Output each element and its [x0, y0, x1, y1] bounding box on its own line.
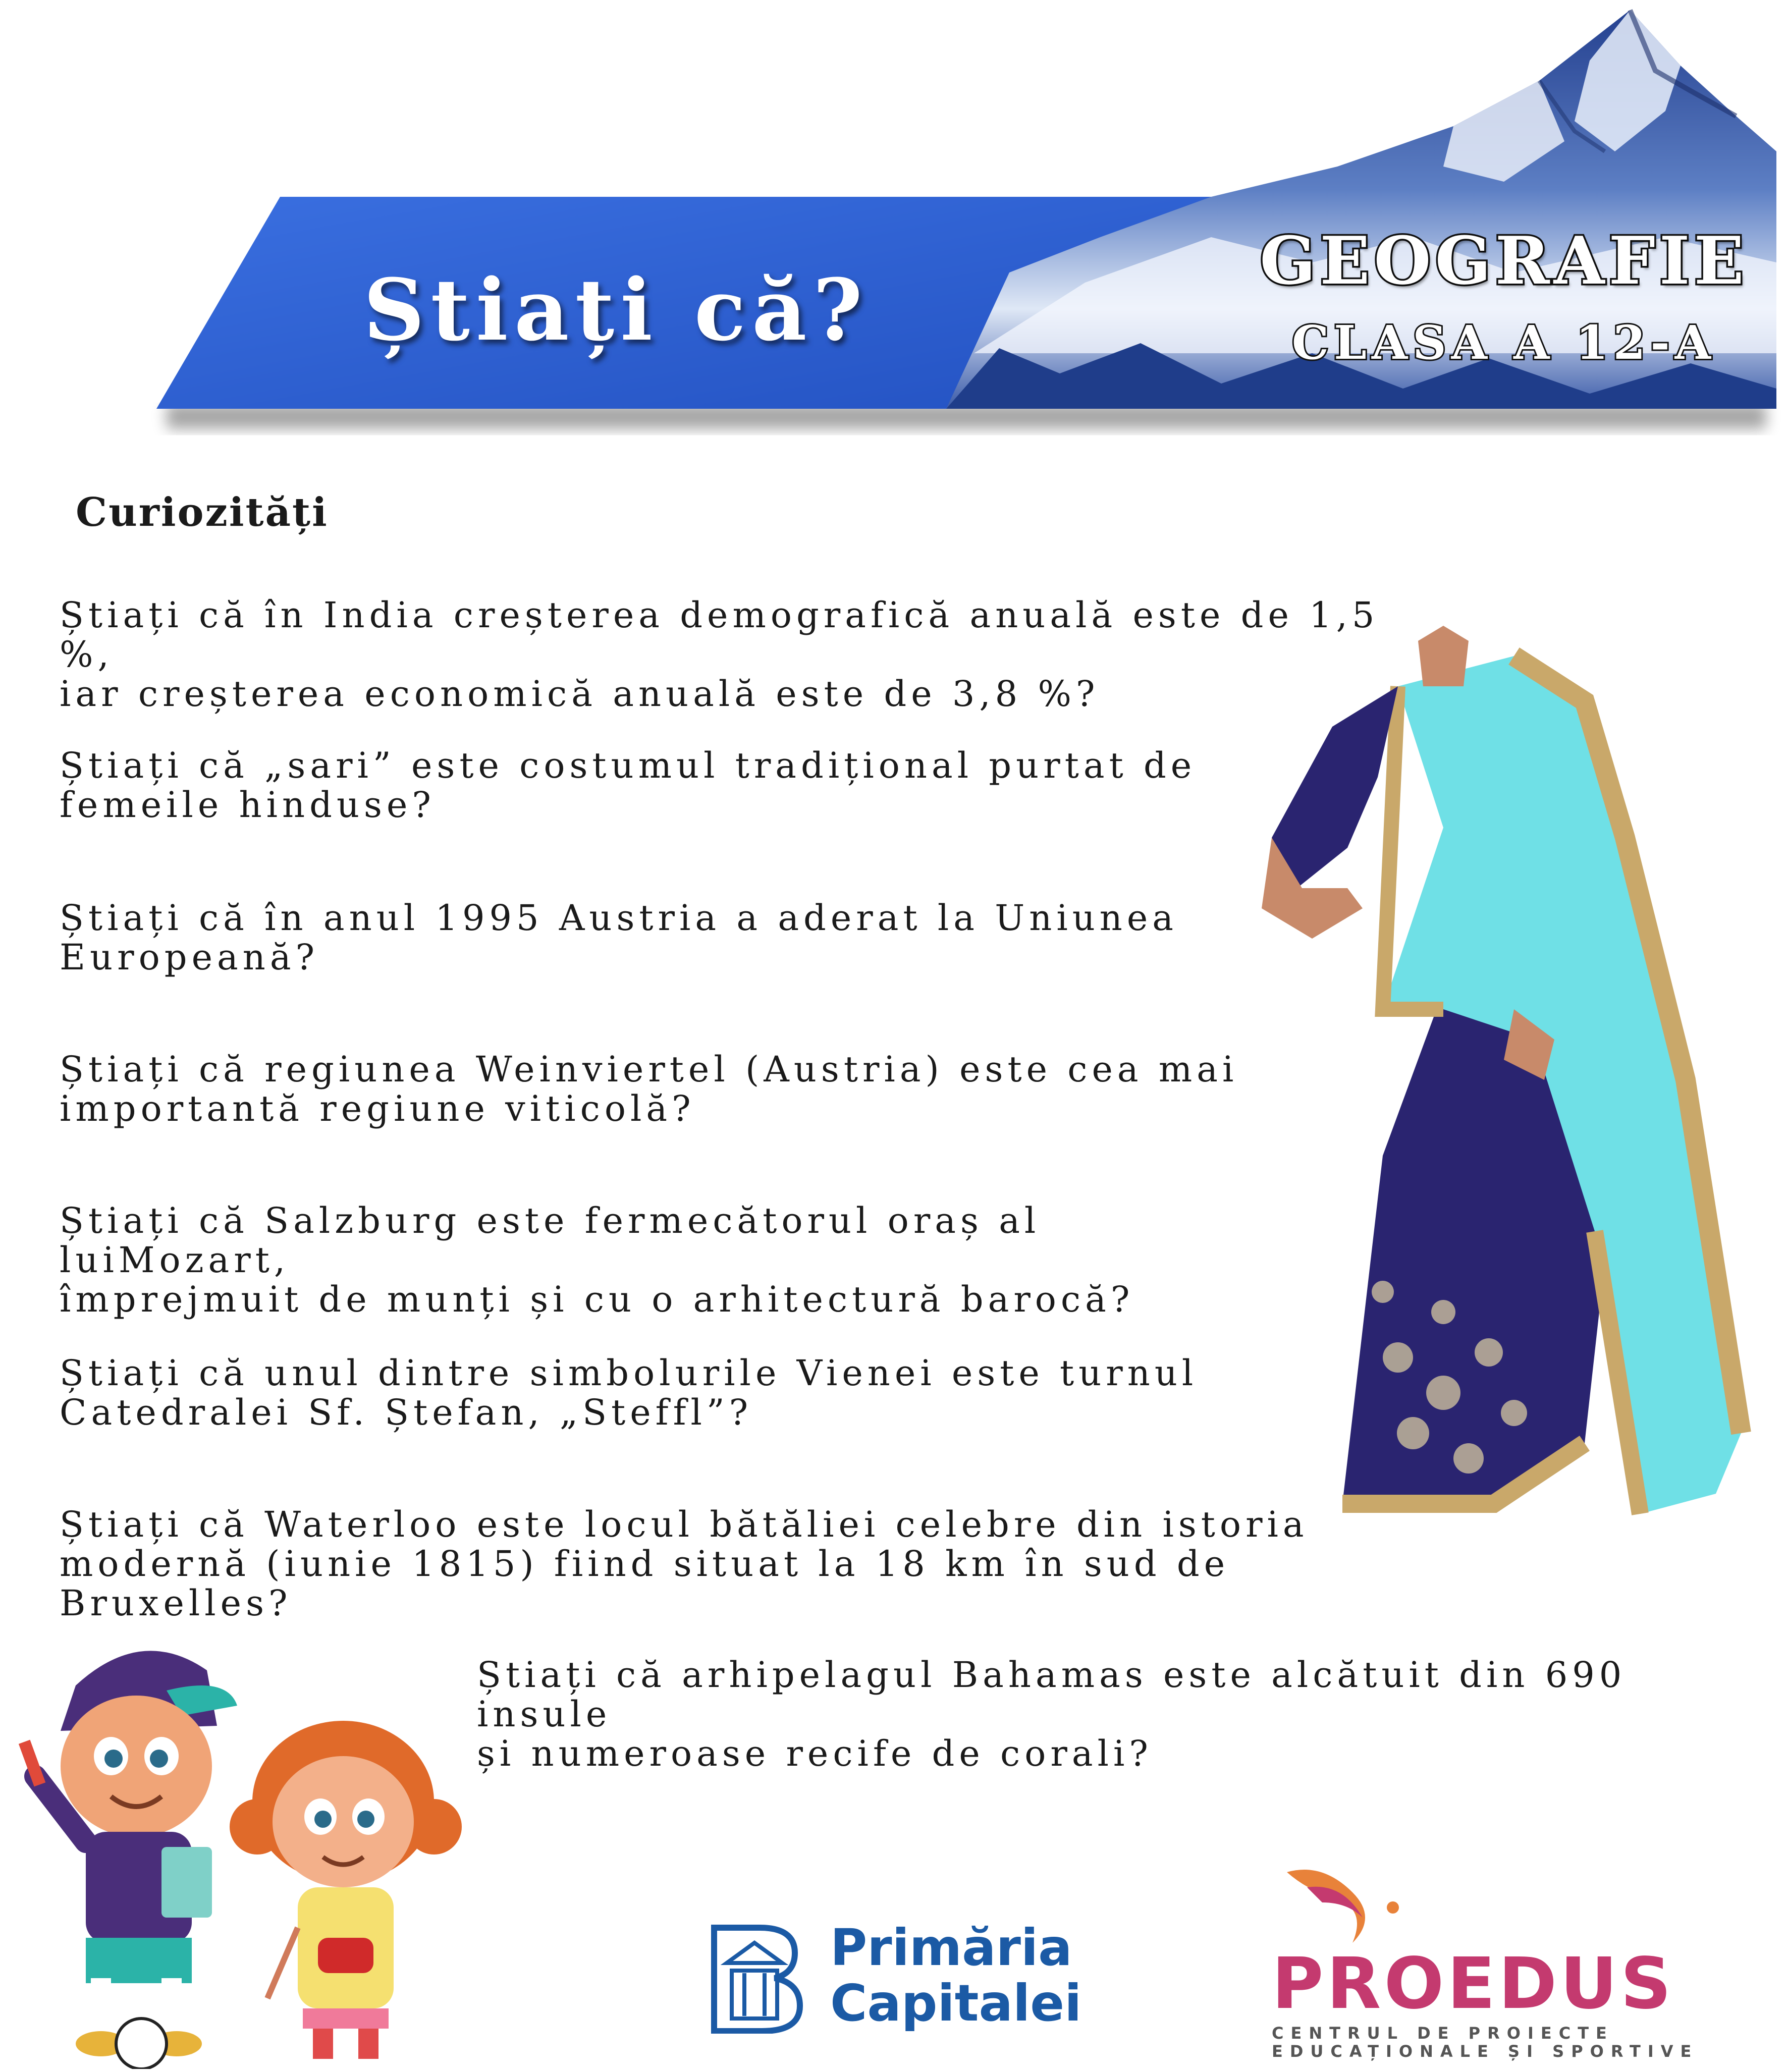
girl-character: [230, 1721, 462, 2059]
primaria-name-line1: Primăria: [830, 1918, 1072, 1977]
proedus-tagline-line1: CENTRUL DE PROIECTE: [1272, 2024, 1614, 2043]
header-banner: [0, 0, 1787, 454]
primaria-emblem-icon: [704, 1923, 805, 2034]
fact-item: Știați că unul dintre simbolurile Vienei este turnul Catedralei Sf. Ștefan, „Steffl”?: [60, 1352, 1198, 1433]
primaria-capitalei-logo: [704, 1918, 1088, 2039]
section-heading: Curiozități: [76, 489, 329, 535]
proedus-name: PROEDUS: [1272, 1943, 1674, 2025]
proedus-flame-icon: [1277, 1862, 1428, 1948]
proedus-tagline-line2: EDUCAȚIONALE ȘI SPORTIVE: [1272, 2042, 1699, 2061]
primaria-name-line2: Capitalei: [830, 1974, 1082, 2033]
fact-item: Știați că în India creșterea demografică anuală este de 1,5 %, iar creșterea economică anuală este de 3,8 %?: [60, 594, 1379, 715]
grade-label: CLASA A 12-A: [1291, 315, 1716, 370]
fact-item: Știați că „sari” este costumul tradițional purtat de femeile hinduse?: [60, 745, 1197, 826]
proedus-logo: [1267, 1862, 1699, 2061]
subject-label: GEOGRAFIE: [1260, 222, 1748, 299]
fact-item: Știați că arhipelagul Bahamas este alcătuit din 690 insule și numeroase recife de corali?: [477, 1654, 1627, 1774]
fact-item: Știați că Waterloo este locul bătăliei celebre din istoria modernă (iunie 1815) fiind situat la 18 km în sud de Bruxelles?: [60, 1504, 1309, 1624]
page-title: Știați că?: [363, 260, 869, 360]
boy-character: [19, 1651, 237, 2069]
fact-item: Știați că Salzburg este fermecătorul oraș al luiMozart, împrejmuit de munți și cu o arhitectură barocă?: [60, 1200, 1134, 1320]
saree-image: [1231, 626, 1756, 1534]
children-illustration: [15, 1625, 479, 2069]
fact-item: Știați că regiunea Weinviertel (Austria) este cea mai importantă regiune viticolă?: [60, 1049, 1238, 1129]
fact-item: Știați că în anul 1995 Austria a aderat la Uniunea Europeană?: [60, 897, 1178, 978]
